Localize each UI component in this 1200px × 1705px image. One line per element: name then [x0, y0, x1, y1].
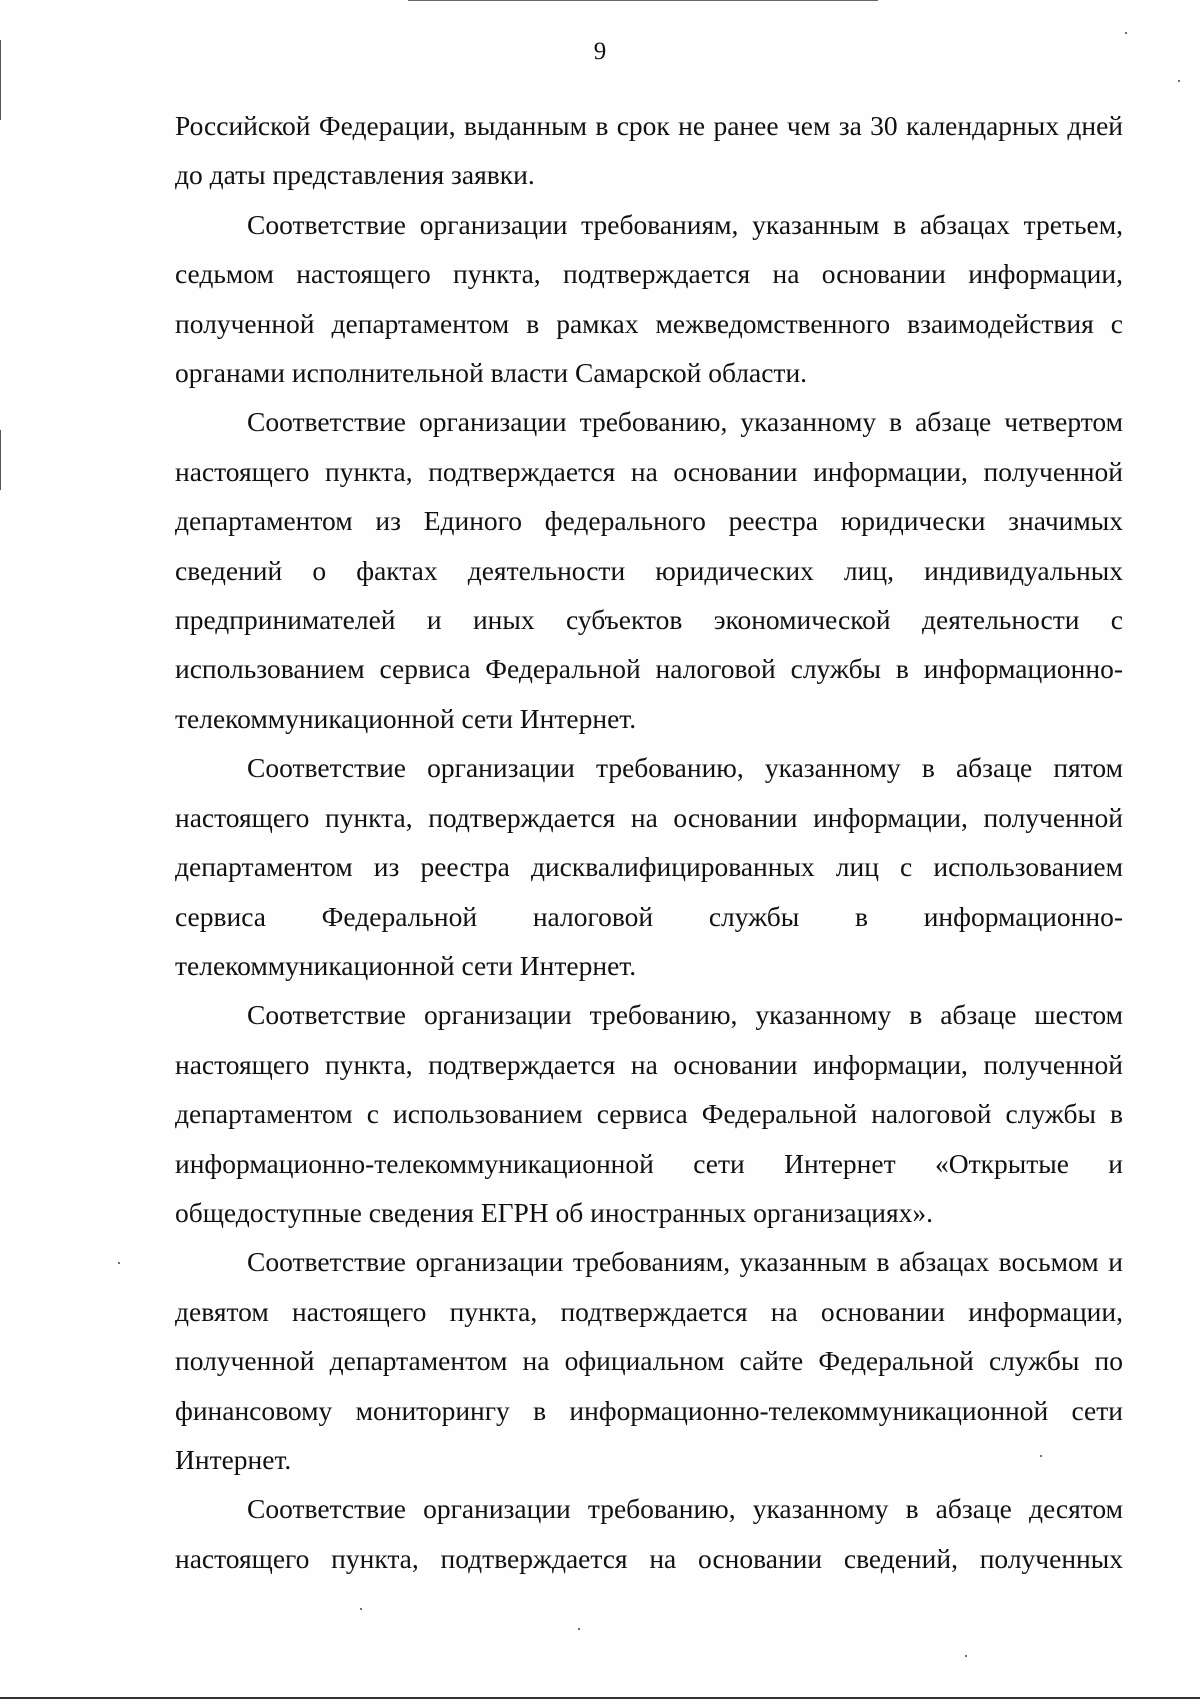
paragraph: Соответствие организации требованиям, указанным в абзацах третьем, седьмом настоящего пункта, подтверждается на основании информации, полученной департаментом в рамках межведомственного взаимодействия с органами исполнительной власти Самарской области.: [175, 208, 1123, 389]
scan-speck: [1178, 80, 1180, 82]
document-body: [175, 101, 1123, 1583]
paragraph: Российской Федерации, выданным в срок не ранее чем за 30 календарных дней до даты представления заявки.: [175, 110, 1123, 191]
scan-speck: [578, 1628, 580, 1630]
paragraph: Соответствие организации требованию, указанному в абзаце шестом настоящего пункта, подтверждается на основании информации, полученной департаментом с использованием сервиса Федеральной налоговой службы в информационно-телекоммуникационной сети Интернет «Открытые и общедоступные сведения ЕГРН об иностранных организациях».: [175, 999, 1123, 1228]
paragraph: Соответствие организации требованию, указанному в абзаце пятом настоящего пункта, подтверждается на основании информации, полученной департаментом из реестра дисквалифицированных лиц с использованием сервиса Федеральной налоговой службы в информационно-телекоммуникационной сети Интернет.: [175, 752, 1123, 981]
scan-speck: [118, 1262, 120, 1264]
scan-top-line: [408, 0, 878, 1]
paragraph: Соответствие организации требованию, указанному в абзаце четвертом настоящего пункта, подтверждается на основании информации, полученной департаментом из Единого федерального реестра юридически значимых сведений о фактах деятельности юридических лиц, индивидуальных предпринимателей и иных субъектов экономической деятельности с использованием сервиса Федеральной налоговой службы в информационно-телекоммуникационной сети Интернет.: [175, 406, 1123, 734]
paragraph: Соответствие организации требованиям, указанным в абзацах восьмом и девятом настоящего пункта, подтверждается на основании информации, полученной департаментом на официальном сайте Федеральной службы по финансовому мониторингу в информационно-телекоммуникационной сети Интернет.: [175, 1246, 1123, 1475]
scan-speck: [360, 1608, 362, 1610]
page-number: 9: [593, 38, 607, 65]
scan-speck: [965, 1655, 967, 1657]
scan-left-edge: [0, 430, 1, 490]
paragraph: Соответствие организации требованию, указанному в абзаце десятом настоящего пункта, подтверждается на основании сведений, полученных: [175, 1493, 1123, 1574]
scan-bottom-line: [0, 1697, 1200, 1699]
scan-speck: [1125, 32, 1127, 34]
